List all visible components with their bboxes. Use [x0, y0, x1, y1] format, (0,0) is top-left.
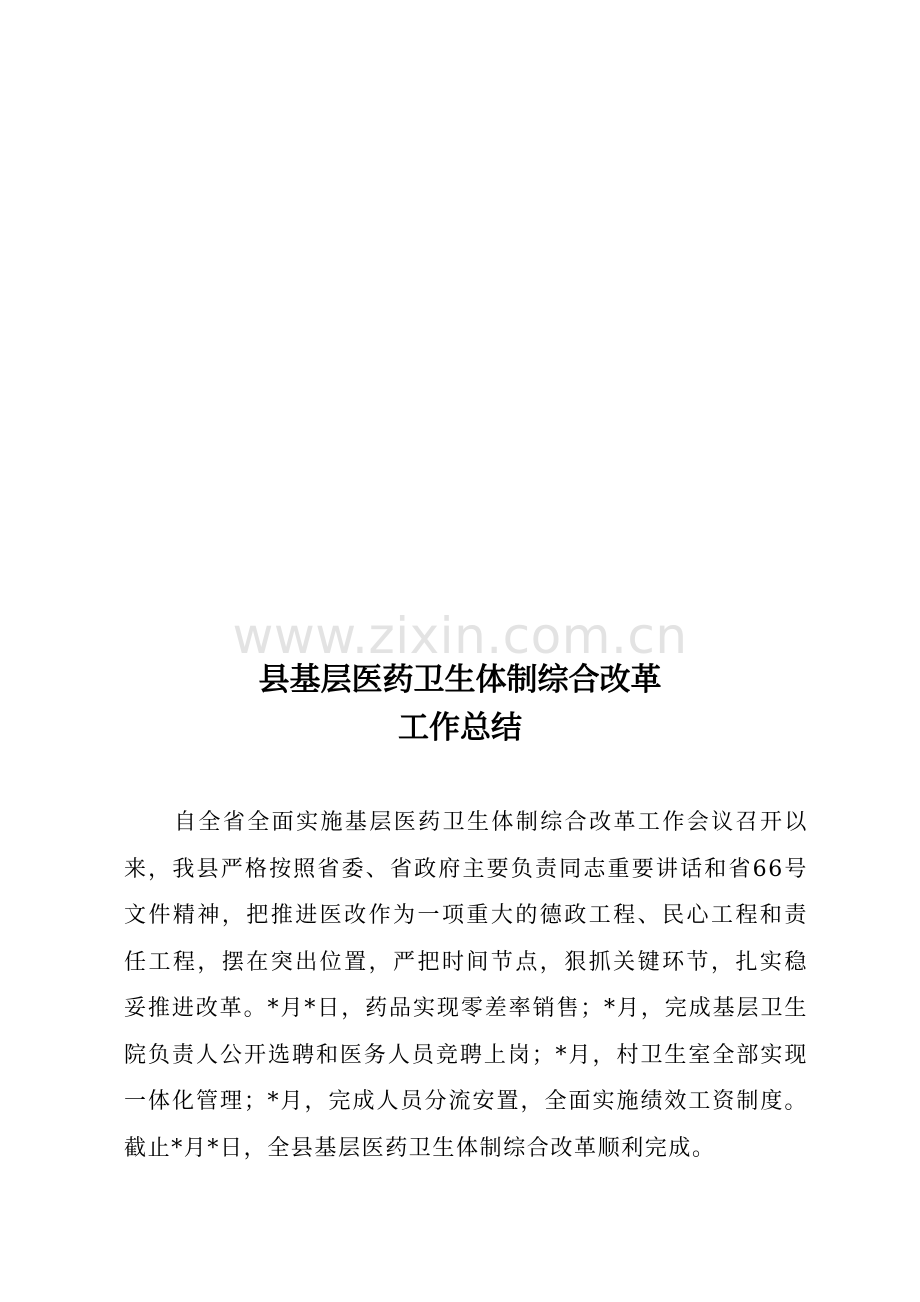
title-line-1: 县基层医药卫生体制综合改革: [258, 662, 662, 698]
body-paragraph: 自全省全面实施基层医药卫生体制综合改革工作会议召开以来，我县严格按照省委、省政府主要负责同志重要讲话和省66号文件精神，把推进医改作为一项重大的德政工程、民心工程和责任工程，摆在突出位置，严把时间节点，狠抓关键环节，扎实稳妥推进改革。*月*日，药品实现零差率销售；*月，完成基层卫生院负责人公开选聘和医务人员竞聘上岗；*月，村卫生室全部实现一体化管理；*月，完成人员分流安置，全面实施绩效工资制度。截止*月*日，全县基层医药卫生体制综合改革顺利完成。: [124, 810, 808, 1161]
watermark-text: www.zixin.com.cn: [232, 607, 688, 665]
document-title: [0, 656, 920, 752]
title-line-2: 工作总结: [398, 710, 522, 746]
